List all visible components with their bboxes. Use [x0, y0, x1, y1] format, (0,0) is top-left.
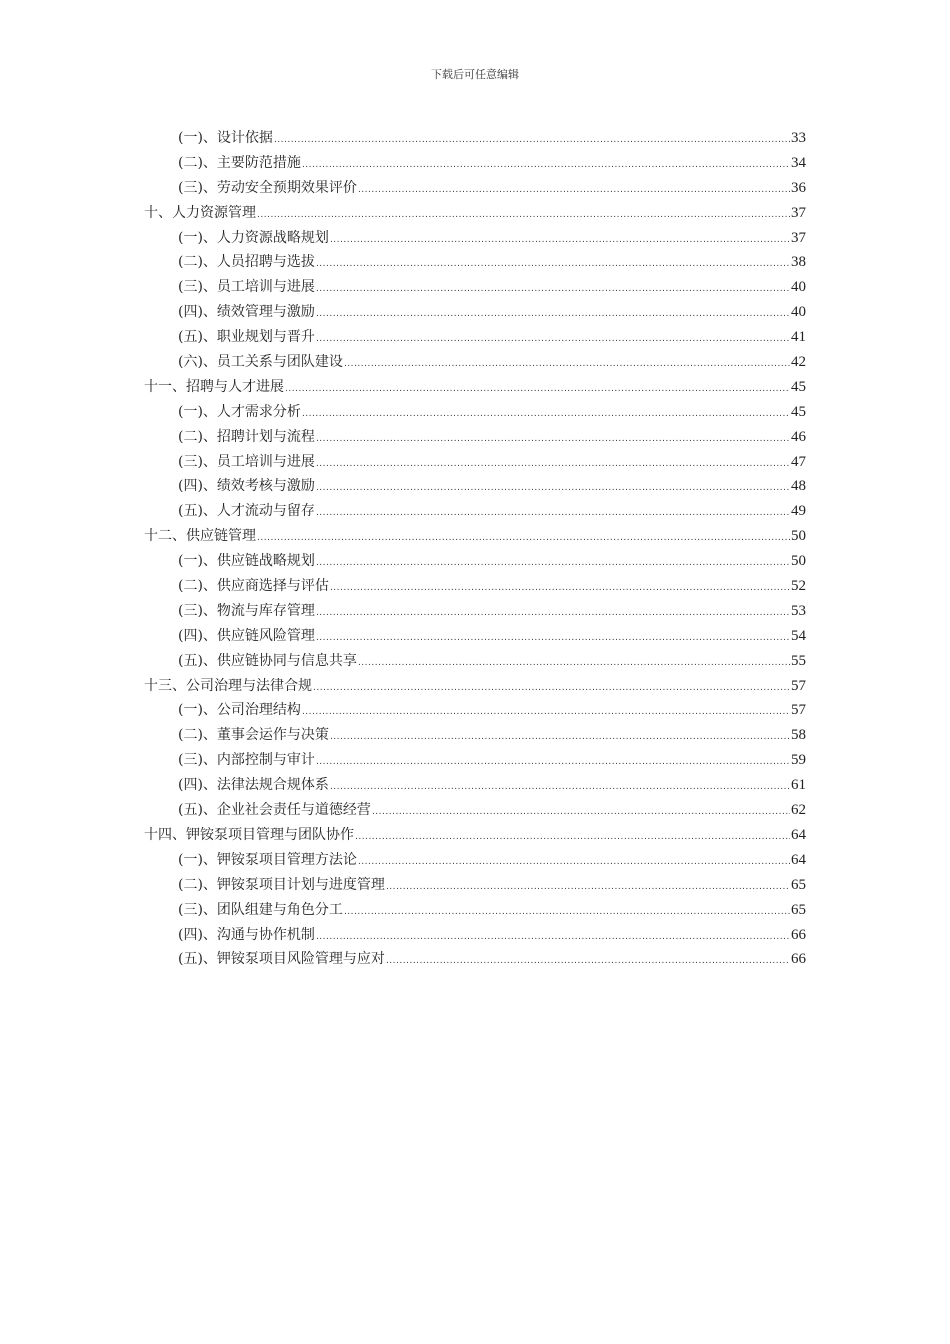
toc-entry-title: (五)、职业规划与晋升 — [178, 329, 315, 346]
toc-entry-title: (四)、沟通与协作机制 — [178, 926, 315, 943]
toc-section-entry[interactable] — [144, 923, 806, 948]
toc-section-entry[interactable] — [144, 798, 806, 823]
toc-dot-leader — [330, 775, 790, 800]
toc-dot-leader — [316, 476, 790, 501]
toc-entry-title: (三)、物流与库存管理 — [178, 602, 315, 619]
toc-dot-leader — [274, 128, 790, 153]
toc-entry-page-number: 53 — [791, 602, 806, 619]
toc-section-entry[interactable] — [144, 848, 806, 873]
toc-entry-title: (四)、绩效管理与激励 — [178, 304, 315, 321]
toc-entry-title: (一)、设计依据 — [178, 130, 273, 146]
toc-dot-leader — [316, 626, 790, 651]
toc-dot-leader — [316, 302, 790, 327]
toc-section-entry[interactable] — [144, 574, 806, 599]
toc-entry-page-number: 65 — [791, 876, 806, 893]
toc-entry-title: (六)、员工关系与团队建设 — [178, 354, 343, 371]
toc-entry-title: (四)、法律法规合规体系 — [178, 777, 329, 794]
toc-section-entry[interactable] — [144, 773, 806, 798]
toc-entry-title: (一)、供应链战略规划 — [178, 553, 315, 570]
toc-dot-leader — [358, 178, 790, 203]
toc-entry-page-number: 57 — [791, 677, 806, 694]
toc-entry-page-number: 45 — [791, 378, 806, 395]
toc-entry-title: (三)、内部控制与审计 — [178, 752, 315, 769]
toc-entry-title: (三)、员工培训与进展 — [178, 279, 315, 296]
toc-entry-page-number: 57 — [791, 702, 806, 719]
toc-entry-title: 十、人力资源管理 — [144, 204, 256, 221]
toc-dot-leader — [330, 228, 790, 253]
toc-entry-title: (四)、供应链风险管理 — [178, 627, 315, 644]
toc-dot-leader — [316, 427, 790, 452]
toc-entry-page-number: 50 — [791, 553, 806, 570]
toc-entry-page-number: 62 — [791, 802, 806, 819]
toc-section-entry[interactable] — [144, 226, 806, 251]
toc-dot-leader — [344, 900, 790, 925]
toc-entry-page-number: 52 — [791, 578, 806, 595]
toc-entry-page-number: 48 — [791, 478, 806, 495]
toc-section-entry[interactable] — [144, 698, 806, 723]
toc-section-entry[interactable] — [144, 499, 806, 524]
toc-dot-leader — [285, 377, 790, 402]
toc-dot-leader — [372, 800, 790, 825]
toc-dot-leader — [355, 825, 790, 850]
toc-section-entry[interactable] — [144, 450, 806, 475]
toc-section-entry[interactable] — [144, 325, 806, 350]
toc-dot-leader — [316, 925, 790, 950]
toc-entry-title: 十四、钾铵泵项目管理与团队协作 — [144, 826, 354, 843]
toc-dot-leader — [257, 203, 790, 228]
toc-entry-page-number: 41 — [791, 329, 806, 346]
toc-dot-leader — [257, 526, 790, 551]
toc-entry-page-number: 47 — [791, 453, 806, 470]
toc-entry-title: (五)、人才流动与留存 — [178, 503, 315, 520]
toc-entry-title: 十一、招聘与人才进展 — [144, 378, 284, 395]
toc-section-entry[interactable] — [144, 649, 806, 674]
toc-entry-page-number: 65 — [791, 901, 806, 918]
toc-section-entry[interactable] — [144, 947, 806, 972]
toc-section-entry[interactable] — [144, 425, 806, 450]
toc-section-entry[interactable] — [144, 723, 806, 748]
toc-chapter-entry[interactable] — [144, 524, 806, 549]
toc-section-entry[interactable] — [144, 599, 806, 624]
toc-section-entry[interactable] — [144, 176, 806, 201]
toc-dot-leader — [316, 601, 790, 626]
toc-entry-title: (二)、人员招聘与选拔 — [178, 254, 315, 271]
toc-section-entry[interactable] — [144, 151, 806, 176]
toc-entry-page-number: 46 — [791, 428, 806, 445]
toc-entry-page-number: 50 — [791, 528, 806, 545]
toc-dot-leader — [302, 153, 790, 178]
toc-entry-page-number: 64 — [791, 826, 806, 843]
toc-entry-title: (一)、人力资源战略规划 — [178, 229, 329, 246]
toc-entry-title: 十二、供应链管理 — [144, 528, 256, 545]
toc-chapter-entry[interactable] — [144, 201, 806, 226]
toc-dot-leader — [344, 352, 790, 377]
toc-entry-page-number: 45 — [791, 403, 806, 420]
toc-entry-page-number: 37 — [791, 204, 806, 221]
toc-section-entry[interactable] — [144, 250, 806, 275]
toc-entry-page-number: 64 — [791, 851, 806, 868]
toc-entry-title: (一)、钾铵泵项目管理方法论 — [178, 851, 357, 868]
toc-entry-page-number: 66 — [791, 926, 806, 943]
toc-entry-page-number: 66 — [791, 951, 806, 968]
toc-dot-leader — [316, 277, 790, 302]
toc-dot-leader — [330, 725, 790, 750]
toc-dot-leader — [386, 949, 790, 974]
toc-section-entry[interactable] — [144, 474, 806, 499]
toc-chapter-entry[interactable] — [144, 375, 806, 400]
toc-dot-leader — [316, 252, 790, 277]
toc-dot-leader — [316, 750, 790, 775]
toc-entry-page-number: 54 — [791, 627, 806, 644]
toc-entry-title: (五)、企业社会责任与道德经营 — [178, 802, 371, 819]
toc-entry-page-number: 34 — [791, 154, 806, 171]
toc-entry-title: (一)、公司治理结构 — [178, 702, 301, 719]
toc-dot-leader — [316, 551, 790, 576]
toc-dot-leader — [316, 452, 790, 477]
toc-entry-title: (一)、人才需求分析 — [178, 403, 301, 420]
toc-section-entry[interactable] — [144, 126, 806, 151]
toc-entry-page-number: 38 — [791, 254, 806, 271]
toc-entry-page-number: 40 — [791, 279, 806, 296]
toc-entry-page-number: 58 — [791, 727, 806, 744]
toc-dot-leader — [358, 651, 790, 676]
toc-dot-leader — [330, 576, 790, 601]
toc-entry-title: (二)、董事会运作与决策 — [178, 727, 329, 744]
toc-chapter-entry[interactable] — [144, 674, 806, 699]
toc-entry-title: (五)、供应链协同与信息共享 — [178, 652, 357, 669]
toc-entry-title: (二)、主要防范措施 — [178, 154, 301, 171]
toc-entry-page-number: 59 — [791, 752, 806, 769]
toc-section-entry[interactable] — [144, 624, 806, 649]
toc-entry-title: (二)、供应商选择与评估 — [178, 578, 329, 595]
toc-entry-title: (三)、员工培训与进展 — [178, 453, 315, 470]
toc-entry-page-number: 42 — [791, 354, 806, 371]
toc-section-entry[interactable] — [144, 400, 806, 425]
toc-entry-page-number: 61 — [791, 777, 806, 794]
toc-section-entry[interactable] — [144, 748, 806, 773]
toc-dot-leader — [302, 402, 790, 427]
toc-dot-leader — [386, 875, 790, 900]
toc-section-entry[interactable] — [144, 873, 806, 898]
toc-dot-leader — [302, 700, 790, 725]
toc-entry-page-number: 36 — [791, 179, 806, 196]
toc-section-entry[interactable] — [144, 549, 806, 574]
toc-dot-leader — [316, 501, 790, 526]
toc-dot-leader — [358, 850, 790, 875]
toc-entry-page-number: 49 — [791, 503, 806, 520]
toc-entry-title: (三)、团队组建与角色分工 — [178, 901, 343, 918]
toc-entry-title: (二)、钾铵泵项目计划与进度管理 — [178, 876, 385, 893]
toc-dot-leader — [316, 327, 790, 352]
toc-entry-page-number: 40 — [791, 304, 806, 321]
toc-entry-page-number: 33 — [791, 130, 806, 146]
toc-entry-title: (二)、招聘计划与流程 — [178, 428, 315, 445]
toc-entry-page-number: 37 — [791, 229, 806, 246]
toc-entry-title: (三)、劳动安全预期效果评价 — [178, 179, 357, 196]
toc-section-entry[interactable] — [144, 300, 806, 325]
page-header: 下载后可任意编辑 — [431, 68, 519, 81]
toc-entry-title: 十三、公司治理与法律合规 — [144, 677, 312, 694]
table-of-contents — [144, 126, 806, 972]
toc-dot-leader — [313, 676, 790, 701]
toc-chapter-entry[interactable] — [144, 823, 806, 848]
toc-section-entry[interactable] — [144, 275, 806, 300]
toc-entry-title: (五)、钾铵泵项目风险管理与应对 — [178, 951, 385, 968]
toc-entry-title: (四)、绩效考核与激励 — [178, 478, 315, 495]
toc-section-entry[interactable] — [144, 350, 806, 375]
toc-section-entry[interactable] — [144, 898, 806, 923]
toc-entry-page-number: 55 — [791, 652, 806, 669]
